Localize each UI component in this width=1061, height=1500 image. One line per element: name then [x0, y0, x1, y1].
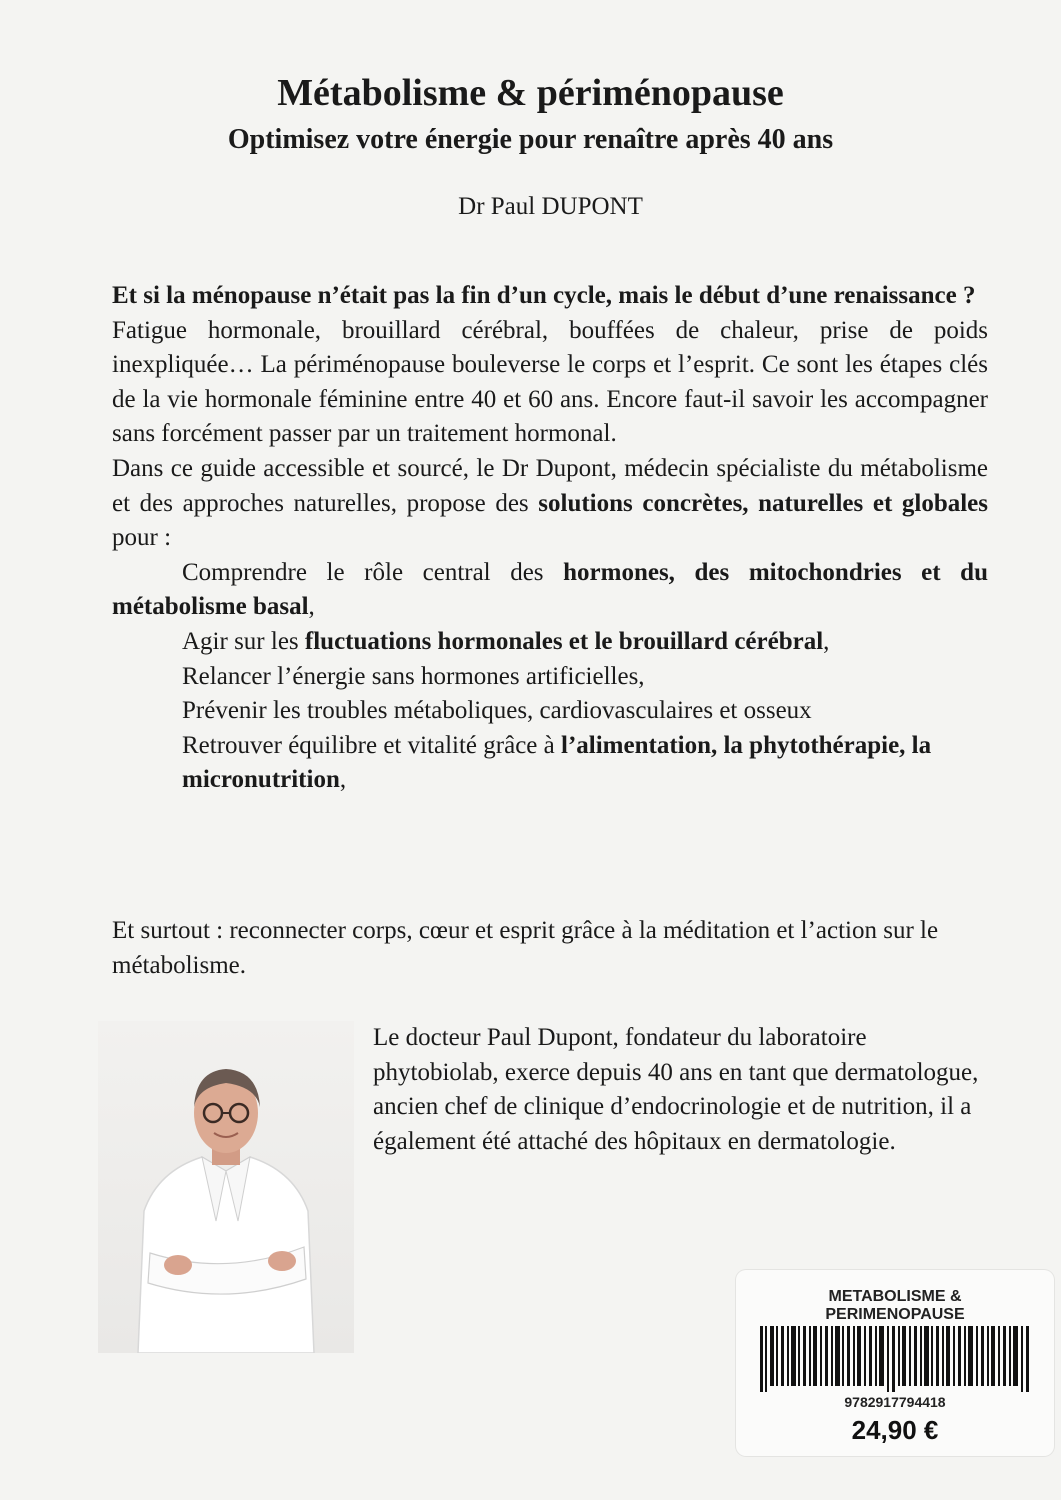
back-cover-blurb [112, 279, 988, 798]
isbn-number: 9782917794418 [844, 1394, 946, 1410]
list-item: Agir sur les fluctuations hormonales et le brouillard cérébral, [182, 627, 830, 655]
sticker-title: METABOLISME & PERIMENOPAUSE [825, 1288, 965, 1323]
price-value: 24,90 € [851, 1415, 939, 1445]
list-item: Comprendre le rôle central des hormones, des mitochondries et du métabolisme basal, [112, 558, 988, 621]
author-bio: Le docteur Paul Dupont, fondateur du laboratoire phytobiolab, exerce depuis 40 ans en tant que dermatologue, ancien chef de clinique d’endocrinologie et de nutrition, il a également été attaché des hôpitaux en dermatologie. [373, 1024, 979, 1155]
author-portrait-illustration [98, 1021, 354, 1353]
list-item: Retrouver équilibre et vitalité grâce à l’alimentation, la phytothérapie, la micronutrition, [182, 731, 932, 794]
blurb-lead: Et si la ménopause n’était pas la fin d’un cycle, mais le début d’une renaissance ? [112, 282, 976, 309]
list-item: Relancer l’énergie sans hormones artificielles, [182, 662, 645, 690]
blurb-paragraph-1: Fatigue hormonale, brouillard cérébral, bouffées de chaleur, prise de poids inexpliquée… La périménopause bouleverse le corps et l’esprit. Ce sont les étapes clés de la vie hormonale féminine entre 40 et 60 ans. Encore faut-il savoir les accompagner sans forcément passer par un traitement hormonal. [112, 316, 988, 448]
barcode-icon [760, 1326, 1030, 1392]
price-sticker [736, 1270, 1054, 1456]
book-title: Métabolisme & périménopause [277, 72, 784, 114]
blurb-paragraph-2: Dans ce guide accessible et sourcé, le Dr Dupont, médecin spécialiste du métabolisme et des approches naturelles, propose des solutions concrètes, naturelles et globales pour : [112, 454, 988, 552]
author-photo [98, 1021, 354, 1353]
blurb-conclusion: Et surtout : reconnecter corps, cœur et esprit grâce à la méditation et l’action sur le métabolisme. [112, 917, 939, 979]
author-name: Dr Paul DUPONT [458, 193, 643, 220]
book-subtitle: Optimisez votre énergie pour renaître après 40 ans [227, 124, 834, 155]
list-item: Prévenir les troubles métaboliques, cardiovasculaires et osseux [182, 697, 812, 725]
